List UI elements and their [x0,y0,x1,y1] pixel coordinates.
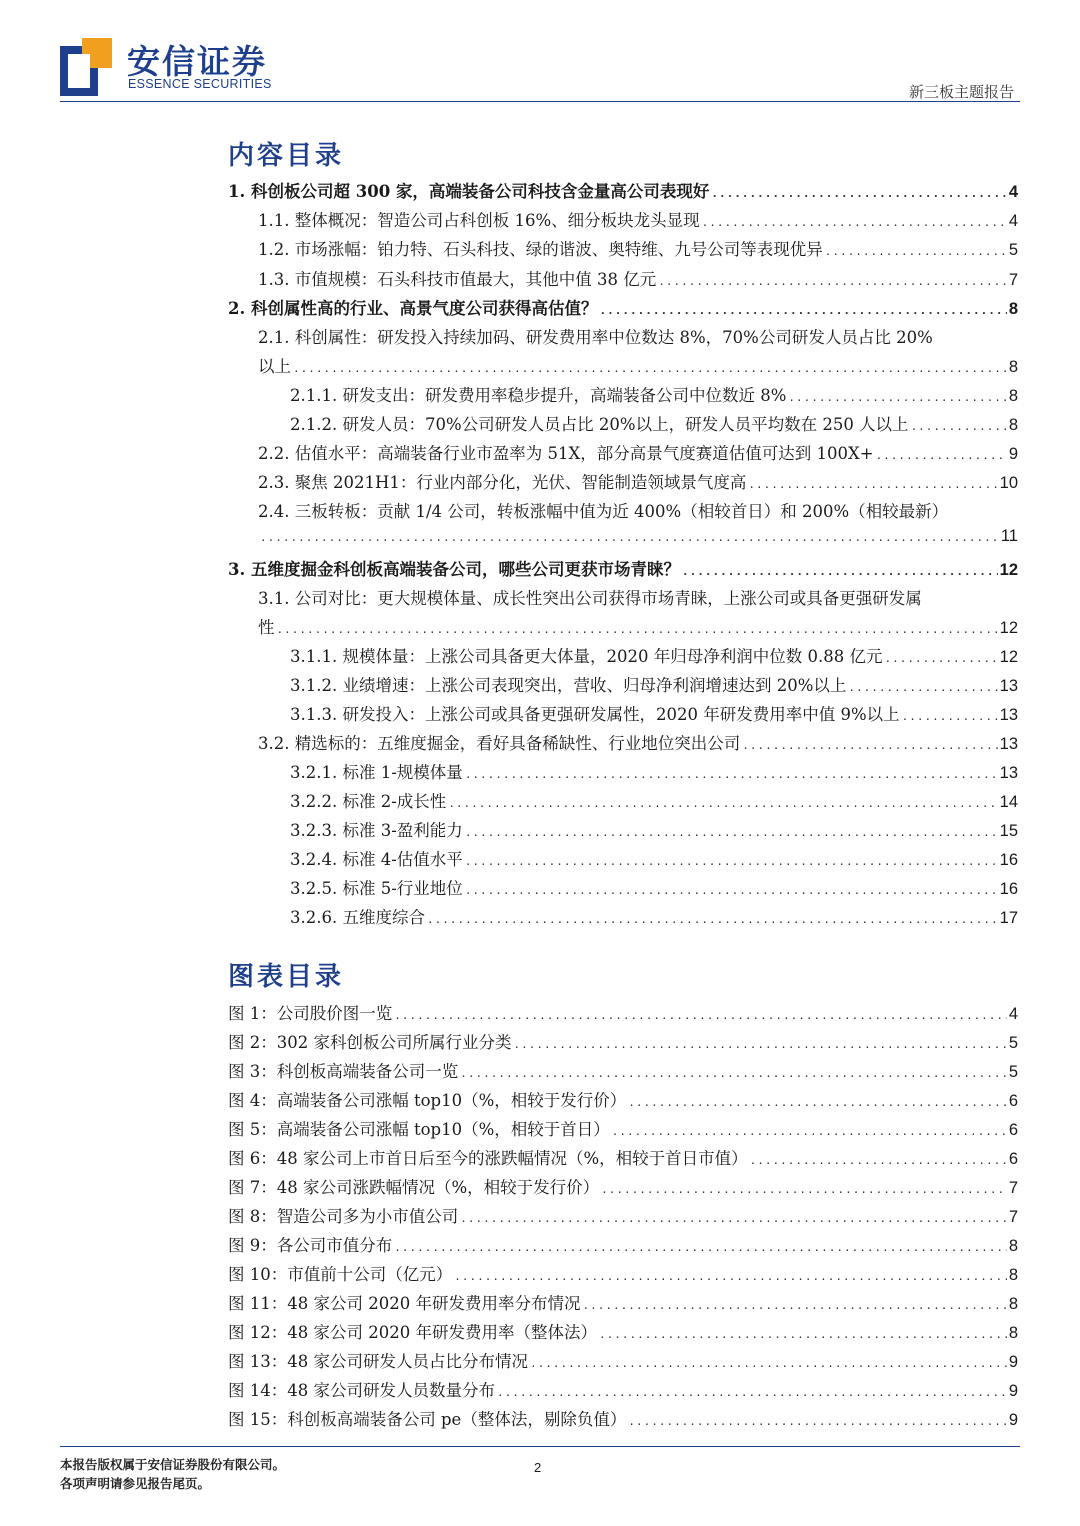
leader-dots [658,275,1007,288]
toc-entry-number: 1. [228,182,246,201]
figure-entry-page: 8 [1008,1324,1018,1342]
figure-entry[interactable] [228,1116,1018,1140]
toc-entry-number: 3.2.6. [290,908,338,927]
figure-entry-page: 6 [1008,1092,1018,1110]
figure-entry-page: 8 [1008,1266,1018,1284]
toc-entry-page: 7 [1008,271,1018,289]
leader-dots [427,913,998,926]
toc-entry-number: 2.1.1. [290,386,338,405]
leader-dots [711,187,1006,200]
figure-entry-number: 图 1： [228,1004,277,1023]
toc-entry[interactable] [258,469,1018,493]
leader-dots [582,1299,1006,1312]
figure-entry-text: 各公司市值分布 [276,1236,393,1255]
toc-entry[interactable] [290,672,1018,696]
figure-entry-page: 6 [1008,1150,1018,1168]
toc-entry-text: 标准 3-盈利能力 [342,821,463,840]
figure-entry-number: 图 5： [228,1120,277,1139]
leader-dots [601,1183,1007,1196]
footer-divider [60,1446,1020,1447]
figure-entry-page: 8 [1008,1237,1018,1255]
leader-dots [599,304,1006,317]
figure-entry-number: 图 10： [228,1265,288,1284]
leader-dots [911,420,1007,433]
figure-entry-page: 9 [1008,1411,1018,1429]
toc-entry-page: 4 [1008,183,1018,201]
toc-entry[interactable] [290,382,1018,406]
leader-dots [742,739,997,752]
figure-entry-number: 图 12： [228,1323,288,1342]
leader-dots [750,1154,1007,1167]
leader-dots [465,826,998,839]
toc-entry-page: 11 [1000,527,1018,545]
leader-dots [748,478,997,491]
figure-entry[interactable] [228,1000,1018,1024]
toc-entry-page: 16 [999,851,1018,869]
figure-entry[interactable] [228,1174,1018,1198]
toc-entry[interactable] [258,324,1018,348]
toc-entry[interactable] [290,875,1018,899]
toc-entry-page: 12 [999,619,1018,637]
figure-entry-number: 图 2： [228,1033,277,1052]
figure-entry-page: 9 [1008,1382,1018,1400]
toc-entry-page: 8 [1008,300,1018,318]
company-name-en: ESSENCE SECURITIES [128,77,272,91]
toc-entry-page: 5 [1008,241,1018,259]
figure-entry-text: 智造公司多为小市值公司 [276,1207,459,1226]
leader-dots [460,1067,1007,1080]
toc-entry-text: 聚焦 2021H1：行业内部分化，光伏、智能制造领域景气度高 [294,473,747,492]
figure-entry-number: 图 11： [228,1294,288,1313]
toc-entry[interactable] [290,701,1018,725]
leader-dots [514,1038,1007,1051]
figure-entry[interactable] [228,1319,1018,1343]
leader-dots [702,216,1007,229]
leader-dots [454,1270,1007,1283]
figure-entry-number: 图 15： [228,1410,288,1429]
toc-entry-page: 9 [1008,445,1018,463]
leader-dots [825,245,1007,258]
leader-dots [530,1357,1007,1370]
figure-entry-text: 科创板高端装备公司一览 [276,1062,459,1081]
toc-entry-text: 标准 5-行业地位 [342,879,463,898]
leader-dots [628,1096,1007,1109]
figure-entry[interactable] [228,1029,1018,1053]
toc-entry-page: 13 [999,706,1018,724]
toc-entry-number: 3.1. [258,589,290,608]
toc-entry[interactable] [228,295,1018,319]
toc-entry[interactable] [258,207,1018,231]
toc-entry-page: 12 [999,561,1018,579]
toc-entry[interactable] [290,759,1018,783]
toc-entry-text: 研发支出：研发费用率稳步提升，高端装备公司中位数近 8% [342,386,787,405]
essence-logo-icon [60,38,112,96]
toc-entry-text: 精选标的：五维度掘金，看好具备稀缺性、行业地位突出公司 [294,734,741,753]
toc-entry-page: 12 [999,648,1018,666]
toc-entry-number: 1.1. [258,211,290,230]
toc-entry-page: 15 [999,822,1018,840]
figure-entry-page: 8 [1008,1295,1018,1313]
toc-entry-text: 研发投入：上涨公司或具备更强研发属性，2020 年研发费用率中值 9%以上 [342,705,900,724]
figure-entry[interactable] [228,1406,1018,1430]
report-type-label: 新三板主题报告 [908,83,1014,101]
toc-entry-page: 13 [999,764,1018,782]
figure-entry-text: 48 家公司研发人员占比分布情况 [287,1352,528,1371]
leader-dots [682,565,998,578]
figure-entry-number: 图 3： [228,1062,277,1081]
toc-entry-text: 科创属性高的行业、高景气度公司获得高估值？ [250,299,598,318]
leader-dots [394,1241,1007,1254]
toc-entry-text: 规模体量：上涨公司具备更大体量，2020 年归母净利润中位数 0.88 亿元 [342,647,883,666]
leader-dots [628,1415,1006,1428]
figure-entry-text: 48 家公司涨跌幅情况（%，相较于发行价） [276,1178,600,1197]
leader-dots [788,391,1006,404]
figures-title: 图表目录 [228,962,345,992]
toc-entry-number: 3.1.2. [290,676,338,695]
toc-entry[interactable] [258,730,1018,754]
toc-entry[interactable] [290,643,1018,667]
toc-entry-page: 14 [999,793,1018,811]
toc-entry-text: 市场涨幅：铂力特、石头科技、绿的谐波、奥特维、九号公司等表现优异 [294,240,823,259]
toc-entry-page: 8 [1008,358,1018,376]
toc-entry-continuation[interactable] [258,614,1018,638]
toc-entry-page: 13 [999,677,1018,695]
toc-entry[interactable] [258,440,1018,464]
toc-entry[interactable] [258,236,1018,260]
figure-entry-number: 图 14： [228,1381,288,1400]
toc-entry-text: 标准 1-规模体量 [342,763,463,782]
figure-entry[interactable] [228,1058,1018,1082]
toc-entry-text: 科创属性：研发投入持续加码、研发费用率中位数达 8%，70%公司研发人员占比 20% [294,328,933,347]
page-number: 2 [534,1460,542,1475]
toc-entry-text: 五维度掘金科创板高端装备公司，哪些公司更获市场青睐？ [250,560,680,579]
toc-entry-number: 3.2.1. [290,763,338,782]
figure-entry-text: 302 家科创板公司所属行业分类 [276,1033,512,1052]
header-divider [60,101,1020,102]
toc-entry-text-cont: 以上 [258,357,291,376]
leader-dots [612,1125,1007,1138]
toc-entry-number: 3.1.1. [290,647,338,666]
toc-entry[interactable] [228,556,1018,580]
leader-dots [260,531,999,544]
figure-entry[interactable] [228,1261,1018,1285]
toc-entry-text-cont: 性 [258,618,275,637]
toc-entry-page: 17 [999,909,1018,927]
figure-entry-page: 5 [1008,1063,1018,1081]
toc-entry-page: 8 [1008,416,1018,434]
figure-entry-page: 7 [1008,1208,1018,1226]
toc-entry[interactable] [258,585,1018,609]
toc-entry-number: 2.1.2. [290,415,338,434]
toc-entry-text: 市值规模：石头科技市值最大，其他中值 38 亿元 [294,270,657,289]
figure-entry-page: 4 [1008,1005,1018,1023]
toc-entry[interactable] [258,266,1018,290]
figure-entry-number: 图 7： [228,1178,277,1197]
figure-entry[interactable] [228,1377,1018,1401]
leader-dots [876,449,1007,462]
toc-entry-number: 2.4. [258,502,290,521]
toc-entry-text: 估值水平：高端装备行业市盈率为 51X，部分高景气度赛道估值可达到 100X+ [294,444,874,463]
figure-entry-text: 48 家公司研发人员数量分布 [287,1381,495,1400]
figure-entry-text: 高端装备公司涨幅 top10（%，相较于首日） [276,1120,610,1139]
leader-dots [599,1328,1007,1341]
figure-entry[interactable] [228,1290,1018,1314]
figure-entry-text: 公司股价图一览 [276,1004,393,1023]
toc-entry-text: 整体概况：智造公司占科创板 16%、细分板块龙头显现 [294,211,700,230]
toc-entry-number: 3. [228,560,246,579]
figure-entry-page: 9 [1008,1353,1018,1371]
figure-entry-text: 48 家公司上市首日后至今的涨跌幅情况（%，相较于首日市值） [276,1149,748,1168]
page-header [0,0,1080,104]
figure-entry-number: 图 13： [228,1352,288,1371]
figure-entry-page: 6 [1008,1121,1018,1139]
toc-entry-number: 3.2.4. [290,850,338,869]
toc-entry-number: 2.2. [258,444,290,463]
leader-dots [465,855,998,868]
toc-entry[interactable] [290,904,1018,928]
leader-dots [394,1009,1007,1022]
figure-entry-text: 市值前十公司（亿元） [287,1265,453,1284]
leader-dots [277,623,998,636]
copyright-notice: 本报告版权属于安信证券股份有限公司。 [60,1457,286,1472]
toc-entry-number: 1.3. [258,270,290,289]
toc-title: 内容目录 [228,141,345,171]
toc-entry-text: 五维度综合 [342,908,425,927]
toc-entry-page: 4 [1008,212,1018,230]
figure-entry[interactable] [228,1232,1018,1256]
toc-entry-text: 研发人员：70%公司研发人员占比 20%以上，研发人员平均数在 250 人以上 [342,415,909,434]
toc-entry-continuation[interactable] [258,527,1018,546]
figure-entry[interactable] [228,1203,1018,1227]
toc-entry[interactable] [290,411,1018,435]
leader-dots [465,884,998,897]
toc-entry-number: 3.2. [258,734,290,753]
toc-entry-number: 2. [228,299,246,318]
figure-entry-text: 高端装备公司涨幅 top10（%，相较于发行价） [276,1091,627,1110]
figure-entry[interactable] [228,1348,1018,1372]
leader-dots [465,768,998,781]
leader-dots [884,652,997,665]
toc-entry-number: 2.3. [258,473,290,492]
toc-entry-page: 8 [1008,387,1018,405]
toc-entry-text: 公司对比：更大规模体量、成长性突出公司获得市场青睐，上涨公司或具备更强研发属 [294,589,922,608]
disclaimer-notice: 各项声明请参见报告尾页。 [60,1476,211,1491]
leader-dots [902,710,998,723]
toc-entry-text: 科创板公司超 300 家，高端装备公司科技含金量高公司表现好 [250,182,710,201]
toc-entry-number: 3.2.3. [290,821,338,840]
leader-dots [460,1212,1007,1225]
figure-entry-number: 图 4： [228,1091,277,1110]
toc-entry-text: 标准 4-估值水平 [342,850,463,869]
figure-entry-number: 图 9： [228,1236,277,1255]
toc-entry-page: 10 [999,474,1018,492]
figure-entry-text: 48 家公司 2020 年研发费用率（整体法） [287,1323,597,1342]
leader-dots [293,362,1007,375]
leader-dots [848,681,997,694]
toc-entry-number: 3.1.3. [290,705,338,724]
toc-entry-text: 业绩增速：上涨公司表现突出，营收、归母净利润增速达到 20%以上 [342,676,847,695]
toc-entry-continuation[interactable] [258,353,1018,377]
figure-entry-page: 5 [1008,1034,1018,1052]
leader-dots [448,797,997,810]
toc-entry-text: 标准 2-成长性 [342,792,447,811]
figure-entry-number: 图 8： [228,1207,277,1226]
toc-entry-page: 13 [999,735,1018,753]
toc-entry-number: 3.2.5. [290,879,338,898]
figure-entry-page: 7 [1008,1179,1018,1197]
toc-entry[interactable] [290,788,1018,812]
company-name-cn: 安信证券 [127,42,267,81]
figure-entry-number: 图 6： [228,1149,277,1168]
leader-dots [497,1386,1007,1399]
toc-entry-page: 16 [999,880,1018,898]
toc-entry[interactable] [290,817,1018,841]
toc-entry-number: 3.2.2. [290,792,338,811]
toc-entry[interactable] [228,178,1018,202]
figure-entry[interactable] [228,1087,1018,1111]
toc-entry[interactable] [290,846,1018,870]
toc-entry-text: 三板转板：贡献 1/4 公司，转板涨幅中值为近 400%（相较首日）和 200%（相较最新） [294,502,949,521]
figure-entry-text: 科创板高端装备公司 pe（整体法，剔除负值） [287,1410,627,1429]
toc-entry-number: 2.1. [258,328,290,347]
figure-entry-text: 48 家公司 2020 年研发费用率分布情况 [287,1294,581,1313]
figure-entry[interactable] [228,1145,1018,1169]
toc-entry[interactable] [258,498,1018,522]
toc-entry-number: 1.2. [258,240,290,259]
